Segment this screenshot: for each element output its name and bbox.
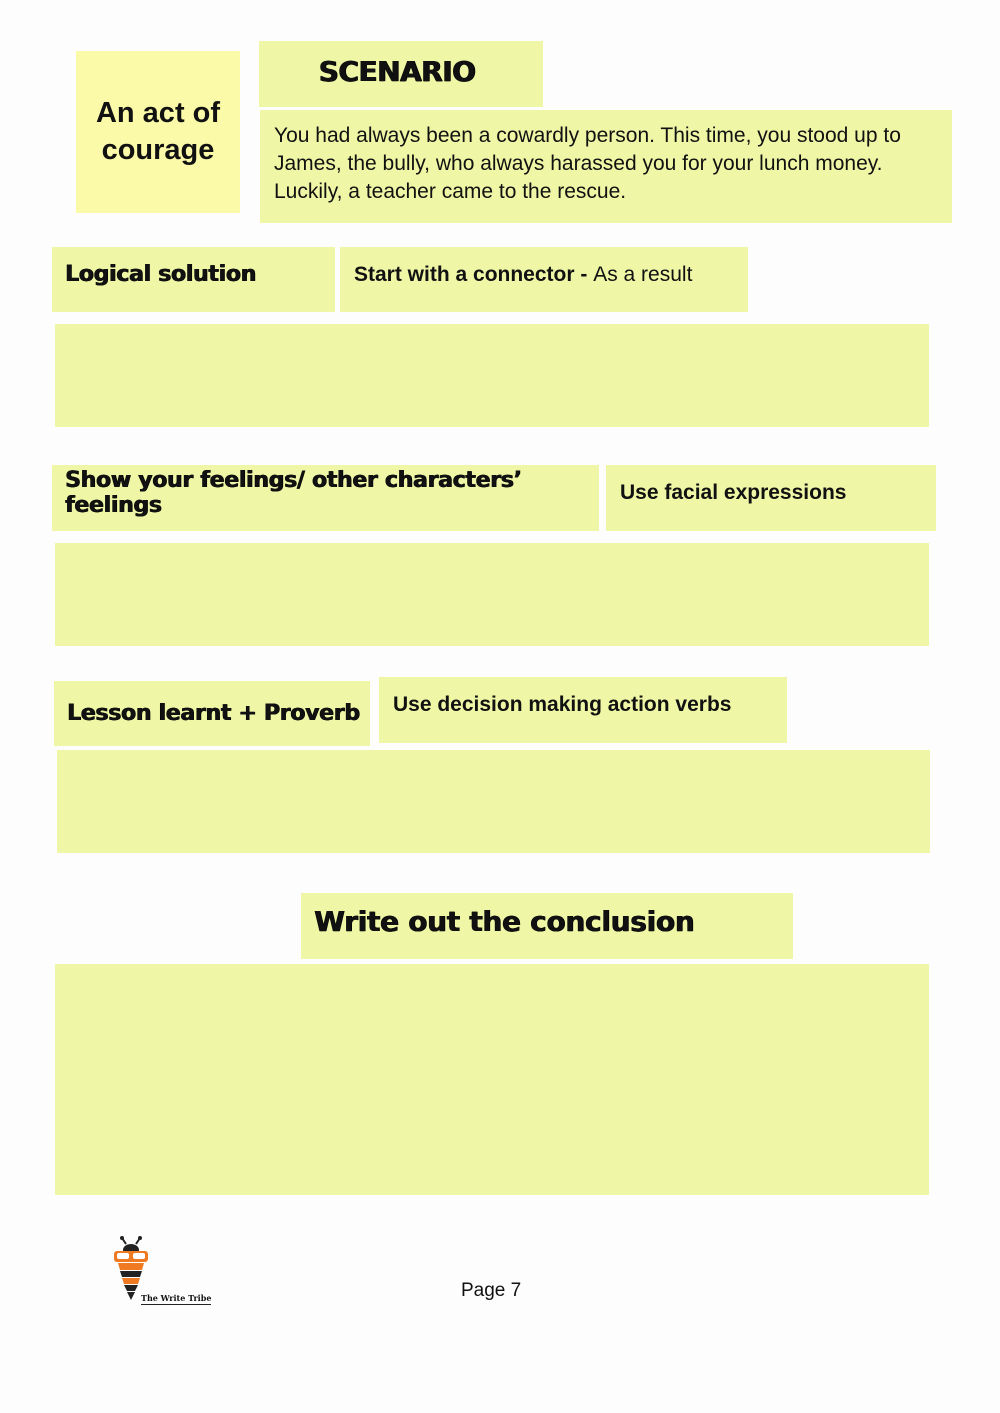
- lesson-label: [54, 681, 370, 746]
- scenario-heading-text: SCENARIO: [318, 54, 476, 88]
- feelings-hint: [606, 465, 936, 531]
- scenario-heading: [259, 41, 543, 107]
- logical-hint-bold: Start with a connector -: [354, 262, 594, 286]
- feelings-hint-text: Use facial expressions: [620, 481, 847, 504]
- conclusion-label-text: Write out the conclusion: [314, 904, 695, 938]
- title-text: An act of courage: [95, 97, 221, 166]
- worksheet-title: [76, 51, 240, 213]
- lesson-label-text: Lesson learnt + Proverb: [67, 701, 360, 726]
- lesson-answer-box[interactable]: [57, 750, 930, 853]
- logical-solution-label-text: Logical solution: [65, 262, 256, 287]
- lesson-hint: [379, 677, 787, 743]
- feelings-label: [52, 465, 599, 531]
- logical-solution-answer-box[interactable]: [55, 324, 929, 427]
- scenario-text: You had always been a cowardly person. This time, you stood up to James, the bully, who always harassed you for your lunch money. Luckily, a teacher came to the rescue.: [260, 110, 952, 223]
- lesson-hint-text: Use decision making action verbs: [393, 693, 732, 716]
- conclusion-label: [301, 893, 793, 959]
- logical-hint-normal: As a result: [593, 262, 693, 286]
- logical-solution-label: [52, 247, 335, 312]
- feelings-label-text: Show your feelings/ other characters’ feelings: [65, 468, 522, 518]
- conclusion-answer-box[interactable]: [55, 964, 929, 1195]
- feelings-answer-box[interactable]: [55, 543, 929, 646]
- page-number: Page 7: [461, 1280, 522, 1301]
- logo-text: The Write Tribe: [141, 1293, 212, 1303]
- logical-solution-hint: [340, 247, 748, 312]
